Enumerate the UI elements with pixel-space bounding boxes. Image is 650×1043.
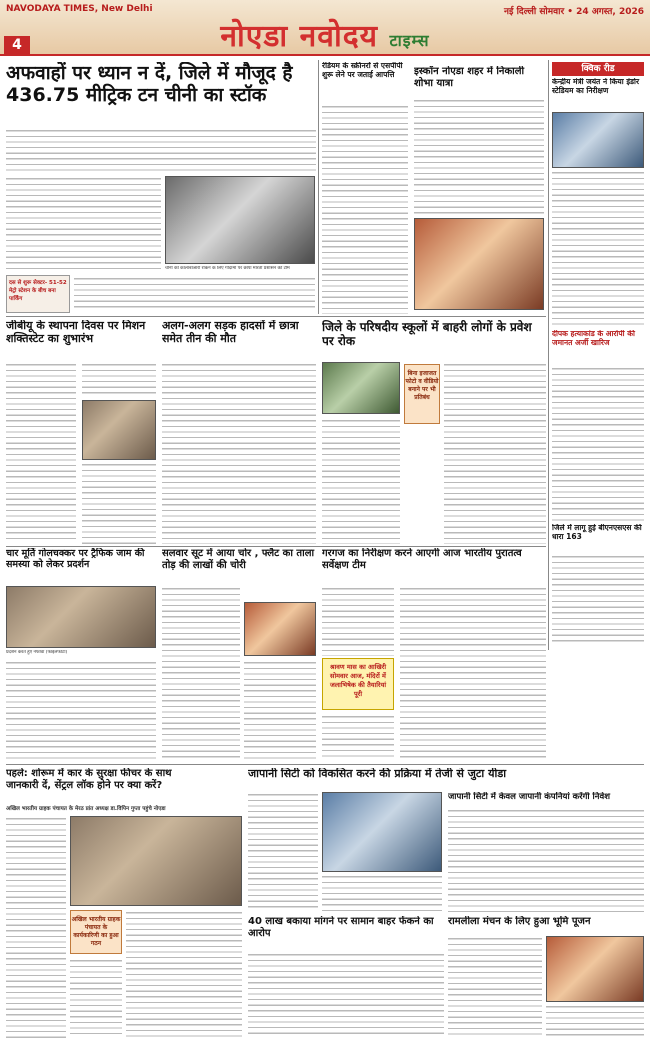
lead-body-text-2	[6, 176, 161, 272]
masthead-title	[180, 14, 470, 55]
jeevi-body-text-2	[82, 362, 156, 398]
column-divider	[548, 60, 549, 650]
japan-city-body-text-2	[322, 874, 442, 912]
garhwa-body-text-2	[400, 586, 546, 760]
masthead-left-label: NAVODAYA TIMES, New Delhi	[6, 4, 153, 14]
salvar-body-text-2	[244, 660, 316, 760]
quick-read-photo	[552, 112, 644, 168]
quick-read-label: क्विक रीड	[552, 62, 644, 76]
japan-city-body-text	[248, 792, 318, 912]
masthead-date: नई दिल्ली सोमवार • 24 अगस्त, 2026	[504, 7, 644, 17]
quick-read-body-text	[552, 170, 644, 328]
showroom-body-text-3	[70, 958, 122, 1038]
ramleela-body-text-2	[546, 1004, 644, 1038]
garhwa-headline: गरगज का निरीक्षण करने आएगी आज भारतीय पुरातत्व सर्वेक्षण टीम	[322, 548, 522, 571]
salvar-photo	[244, 602, 316, 656]
roundabout-photo-caption: प्रदर्शन करते हुए नेफोवा (फाइलफोटो)	[6, 650, 68, 655]
showroom-body-text-2	[126, 910, 242, 1038]
showroom-photo	[70, 816, 242, 906]
mini-lead-headline: रेडियम के स्क्रीनरों से एसपीपी शुरू लेने पर जताई आपत्ति	[322, 62, 403, 79]
showroom-subhead: अखिल भारतीय ग्राहक पंचायत के मेरठ प्रांत अध्यक्ष डा.विपिन गुप्ता पहुंचे नोएडा	[6, 806, 166, 812]
lead-body-text	[6, 128, 316, 173]
masthead	[0, 0, 650, 56]
row-divider	[6, 316, 546, 317]
road-accidents-body-text	[162, 362, 316, 544]
iskcon-photo	[414, 218, 544, 310]
jeevi-body-text	[6, 362, 76, 542]
deepak-body-text	[552, 366, 644, 522]
lead-headline	[6, 62, 316, 122]
road-accidents-headline: अलग-अलग सड़क हादसों में छात्रा समेत तीन की मौत	[162, 320, 299, 345]
school-entry-body-text	[444, 362, 546, 544]
jeevi-body-text-3	[82, 462, 156, 544]
loan-body-text	[248, 952, 444, 1038]
showroom-headline-line2: जानकारी दें, सेंट्रल लॉक होने पर क्या करें?	[6, 779, 163, 791]
row-divider	[6, 764, 644, 765]
lead-photo-caption: चीनी की कालाबाजारी रोकने के लिए गोदामों पर छापा मारती प्रशासन की टीम	[165, 266, 290, 271]
roundabout-headline: चार मूर्ति गोलचक्कर पर ट्रैफिक जाम की समस्या को लेकर प्रदर्शन	[6, 548, 145, 571]
quick-read-headline: केन्द्रीय मंत्री जयंत ने किया इंडोर स्टेडियम का निरीक्षण	[552, 78, 640, 95]
masthead-title-main: नोएडा नवोदय	[220, 19, 379, 54]
showroom-headline-line1: पहले: शोरूम में कार के सुरक्षा फीचर के साथ	[6, 768, 172, 779]
salvar-headline: सलवार सूट में आया चोर , फ्लैट का ताला तोड़ की लाखों की चोरी	[162, 548, 315, 571]
school-entry-photo	[322, 362, 400, 414]
showroom-headline	[6, 768, 242, 802]
japan-city-subhead: जापानी सिटी में केवल जापानी कंपनियां करेंगी निवेश	[448, 792, 610, 802]
ramleela-photo	[546, 936, 644, 1002]
lead-headline-line1: अफवाहों पर ध्यान न दें, जिले में मौजूद है	[6, 62, 293, 84]
ramleela-headline: रामलीला मंचन के लिए हुआ भूमि पूजन	[448, 916, 591, 927]
iskcon-body-text	[414, 98, 544, 216]
garhwa-body-text-3	[322, 714, 394, 760]
mini-lead-body-text	[322, 104, 408, 314]
school-entry-body-text-2	[322, 418, 400, 544]
lead-photo	[165, 176, 315, 264]
school-entry-callout: बिना इजाजत फोटो व वीडियो बनाने पर भी प्रतिबंध	[404, 364, 440, 424]
jeevi-headline: जीबीयू के स्थापना दिवस पर मिशन शक्तिस्टेट का शुभारंभ	[6, 320, 146, 345]
page-number: 4	[4, 36, 30, 54]
jeevi-photo	[82, 400, 156, 460]
row-divider	[6, 546, 546, 547]
lead-headline-line2: 436.75 मीट्रिक टन चीनी का स्टॉक	[6, 84, 267, 107]
japan-city-headline: जापानी सिटी को विकसित करने की प्रक्रिया में तेजी से जुटा यीडा	[248, 768, 507, 780]
masthead-title-sub: टाइम्स	[389, 31, 430, 50]
salvar-body-text	[162, 586, 240, 760]
japan-city-body-text-3	[448, 808, 644, 912]
loan-headline: 40 लाख बकाया मांगने पर सामान बाहर फेंकने का आरोप	[248, 916, 434, 939]
roundabout-body-text	[6, 660, 156, 760]
jail-body-text	[552, 554, 644, 646]
roundabout-photo	[6, 586, 156, 648]
jail-headline: जिले में लागू हुई बीएनएसएस की धारा 163	[552, 524, 642, 541]
sector-body-text	[74, 276, 315, 312]
showroom-callout: अखिल भारतीय ग्राहक पंचायत के कार्यकारिणी का हुआ गठन	[70, 910, 122, 954]
showroom-body-text	[6, 816, 66, 1038]
sector-box: दस से शुरू सेक्टर- 51-52 मेट्रो स्टेशन के बीच बना पार्किंग	[6, 275, 70, 313]
japan-city-photo	[322, 792, 442, 872]
deepak-headline: दीपक हत्याकांड के आरोपी की जमानत अर्जी खारिज	[552, 330, 635, 347]
garhwa-callout: श्रावण मास का आखिरी सोमवार आज, मंदिरों में जलाभिषेक की तैयारियां पूरी	[322, 658, 394, 710]
garhwa-body-text	[322, 586, 394, 656]
ramleela-body-text	[448, 936, 542, 1038]
column-divider	[318, 60, 319, 314]
iskcon-headline: इस्कॉन नोएडा शहर में निकाली शोभा यात्रा	[414, 66, 525, 89]
school-entry-headline: जिले के परिषदीय स्कूलों में बाहरी लोगों के प्रवेश पर रोक	[322, 320, 532, 349]
